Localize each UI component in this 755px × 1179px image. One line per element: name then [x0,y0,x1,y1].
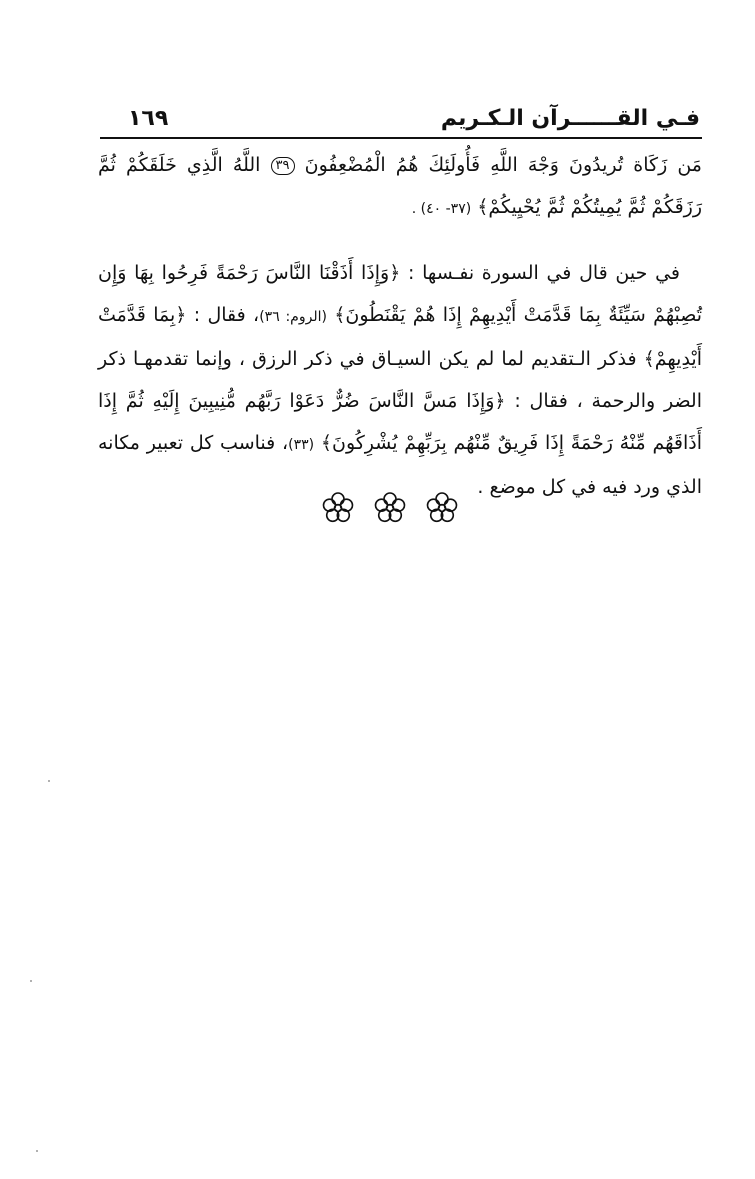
paragraph-text: ، فناسب كل تعبير مكانه الذي ورد فيه في كل موضع . [98,432,702,498]
scan-speck [30,980,32,982]
running-title: فـي القــــــرآن الـكـريم [440,106,700,131]
paragraph-text: في حين قال في السورة نفـسها : ﴿وَإِذَا أَذَقْنَا النَّاسَ رَحْمَةً فَرِحُوا بِهَا وَإِن تُصِبْهُمْ سَيِّئَةٌ بِمَا قَدَّمَتْ أَيْدِيهِمْ إِذَا هُمْ يَقْنَطُونَ﴾ [98,262,702,326]
paragraph-1 [98,144,702,230]
header-rule [100,137,702,139]
verse-reference: (٣٣) [288,437,315,453]
flower-ornament-icon [424,490,460,526]
page-number: ١٦٩ [128,106,169,131]
verse-reference: (٣٧- ٤٠) . [411,201,472,217]
verse-number-marker: ٣٩ [271,157,295,175]
paragraph-2 [98,252,702,508]
flower-ornament-icon [372,490,408,526]
scan-speck [48,780,50,782]
flower-ornament-icon [320,490,356,526]
scan-speck [36,1150,38,1152]
paragraph-gap [98,230,702,252]
surah-reference: (الروم: ٣٦) [259,309,327,325]
body-text [98,144,702,508]
section-end-ornaments [320,488,460,528]
paragraph-text: ، فقال : ﴿بِمَا قَدَّمَتْ أَيْدِيهِمْ﴾ فذكر الـتقديم لما لم يكن السيـاق في ذكر الرزق ، وإنما تقدمهـا ذكر الضر والرحمة ، فقال : ﴿وَإِذَا مَسَّ النَّاسَ ضُرٌّ دَعَوْا رَبَّهُم مُّنِيبِينَ إِلَيْهِ ثُمَّ إِذَا أَذَاقَهُم مِّنْهُ رَحْمَةً إِذَا فَرِيقٌ مِّنْهُم بِرَبِّهِمْ يُشْرِكُونَ﴾ [98,304,702,454]
page-header [100,104,700,140]
verse-text: مَن زَكَاة تُريدُونَ وَجْهَ اللَّهِ فَأُولَئِكَ هُمُ الْمُضْعِفُونَ [304,154,702,176]
verse-text: اللَّهُ الَّذِي خَلَقَكُمْ ثُمَّ رَزَقَكُمْ ثُمَّ يُمِيتُكُمْ ثُمَّ يُحْيِيكُمْ﴾ [98,154,702,218]
